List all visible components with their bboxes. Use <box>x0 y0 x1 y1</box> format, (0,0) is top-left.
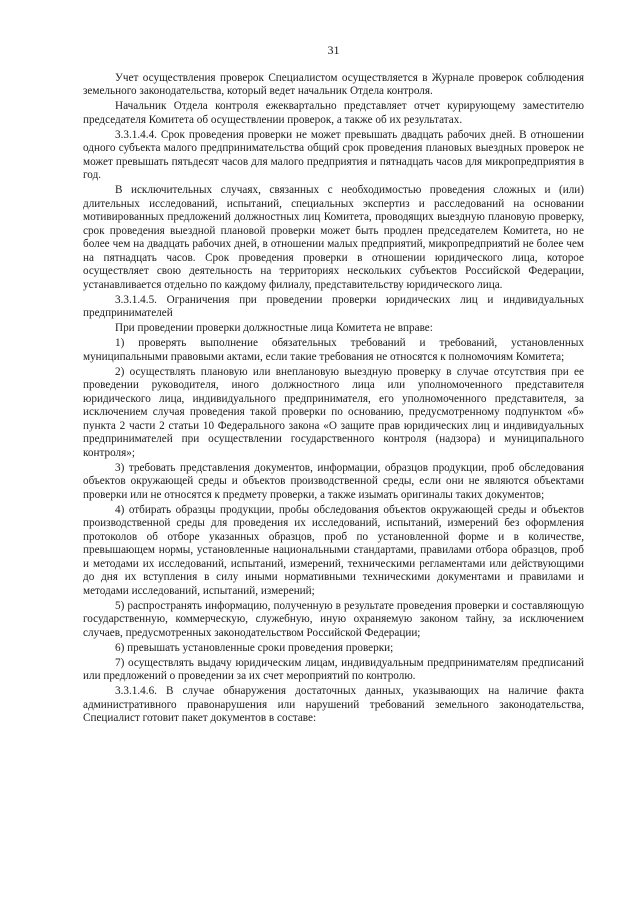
paragraph-3-3-1-4-6: 3.3.1.4.6. В случае обнаружения достаточных данных, указывающих на наличие факта административного правонарушения или нарушений требований земельного законодательства, Специалист готовит пакет документов в составе: <box>83 685 584 724</box>
list-item-3: 3) требовать представления документов, информации, образцов продукции, проб обследования объектов окружающей среды и объектов производственной среды, если они не являются объектами проверки или не относятся к предмету проверки, а также изымать оригиналы таких документов; <box>83 461 584 501</box>
paragraph-3-3-1-4-4: 3.3.1.4.4. Срок проведения проверки не может превышать двадцать рабочих дней. В отношении одного субъекта малого предпринимательства общий срок проведения плановых выездных проверок не может превышать пятьдесят часов для малого предприятия и пятнадцать часов для микропредприятия в год. <box>83 128 584 181</box>
paragraph-report: Начальник Отдела контроля ежеквартально представляет отчет курирующему заместителю председателя Комитета об осуществлении проверок, а также об их результатах. <box>83 100 584 126</box>
page-number: 31 <box>327 43 340 57</box>
list-item-2: 2) осуществлять плановую или внеплановую выездную проверку в случае отсутствия при ее проведении руководителя, иного должностного лица или уполномоченного представителя юридического лица, индивидуального предпринимателя, его уполномоченного представителя, за исключением случая проведения такой проверки по основанию, предусмотренному подпунктом «б» пункта 2 части 2 статьи 10 Федерального закона «О защите прав юридических лиц и индивидуальных предпринимателей при осуществлении государственного контроля (надзора) и муниципального контроля»; <box>83 365 584 459</box>
paragraph-3-3-1-4-5: 3.3.1.4.5. Ограничения при проведении проверки юридических лиц и индивидуальных предпринимателей <box>83 293 584 319</box>
list-item-4: 4) отбирать образцы продукции, пробы обследования объектов окружающей среды и объектов производственной среды для проведения их исследований, испытаний, измерений без оформления протоколов об отборе указанных образцов, проб по установленной форме и в количестве, превышающем нормы, установленные национальными стандартами, правилами отбора образцов, проб и методами их исследований, испытаний, измерений, техническими регламентами или действующими до дня их вступления в силу иными нормативными техническими документами и правилами и методами исследований, испытаний, измерений; <box>83 503 584 597</box>
paragraph-exceptional-cases: В исключительных случаях, связанных с необходимостью проведения сложных и (или) длительных исследований, испытаний, специальных экспертиз и расследований на основании мотивированных предложений должностных лиц Комитета, проводящих выездную плановую проверку, срок проведения выездной плановой проверки может быть продлен председателем Комитета, но не более чем на двадцать рабочих дней, в отношении малых предприятий, микропредприятий не более чем на пятнадцать часов. Срок проведения проверки в отношении юридического лица, которое осуществляет свою деятельность на территориях нескольких субъектов Российской Федерации, устанавливается отдельно по каждому филиалу, представительству юридического лица. <box>83 184 584 291</box>
list-item-1: 1) проверять выполнение обязательных требований и требований, установленных муниципальными правовыми актами, если такие требования не относятся к полномочиям Комитета; <box>83 337 584 363</box>
list-item-5: 5) распространять информацию, полученную в результате проведения проверки и составляющую государственную, коммерческую, служебную, иную охраняемую законом тайну, за исключением случаев, предусмотренных законодательством Российской Федерации; <box>83 599 584 639</box>
paragraph-not-entitled: При проведении проверки должностные лица Комитета не вправе: <box>115 322 433 334</box>
list-item-6: 6) превышать установленные сроки проведения проверки; <box>115 641 394 654</box>
list-item-7: 7) осуществлять выдачу юридическим лицам, индивидуальным предпринимателям предписаний или предложений о проведении за их счет мероприятий по контролю. <box>83 656 584 682</box>
paragraph-journal: Учет осуществления проверок Специалистом осуществляется в Журнале проверок соблюдения земельного законодательства, который ведет начальник Отдела контроля. <box>83 71 584 97</box>
